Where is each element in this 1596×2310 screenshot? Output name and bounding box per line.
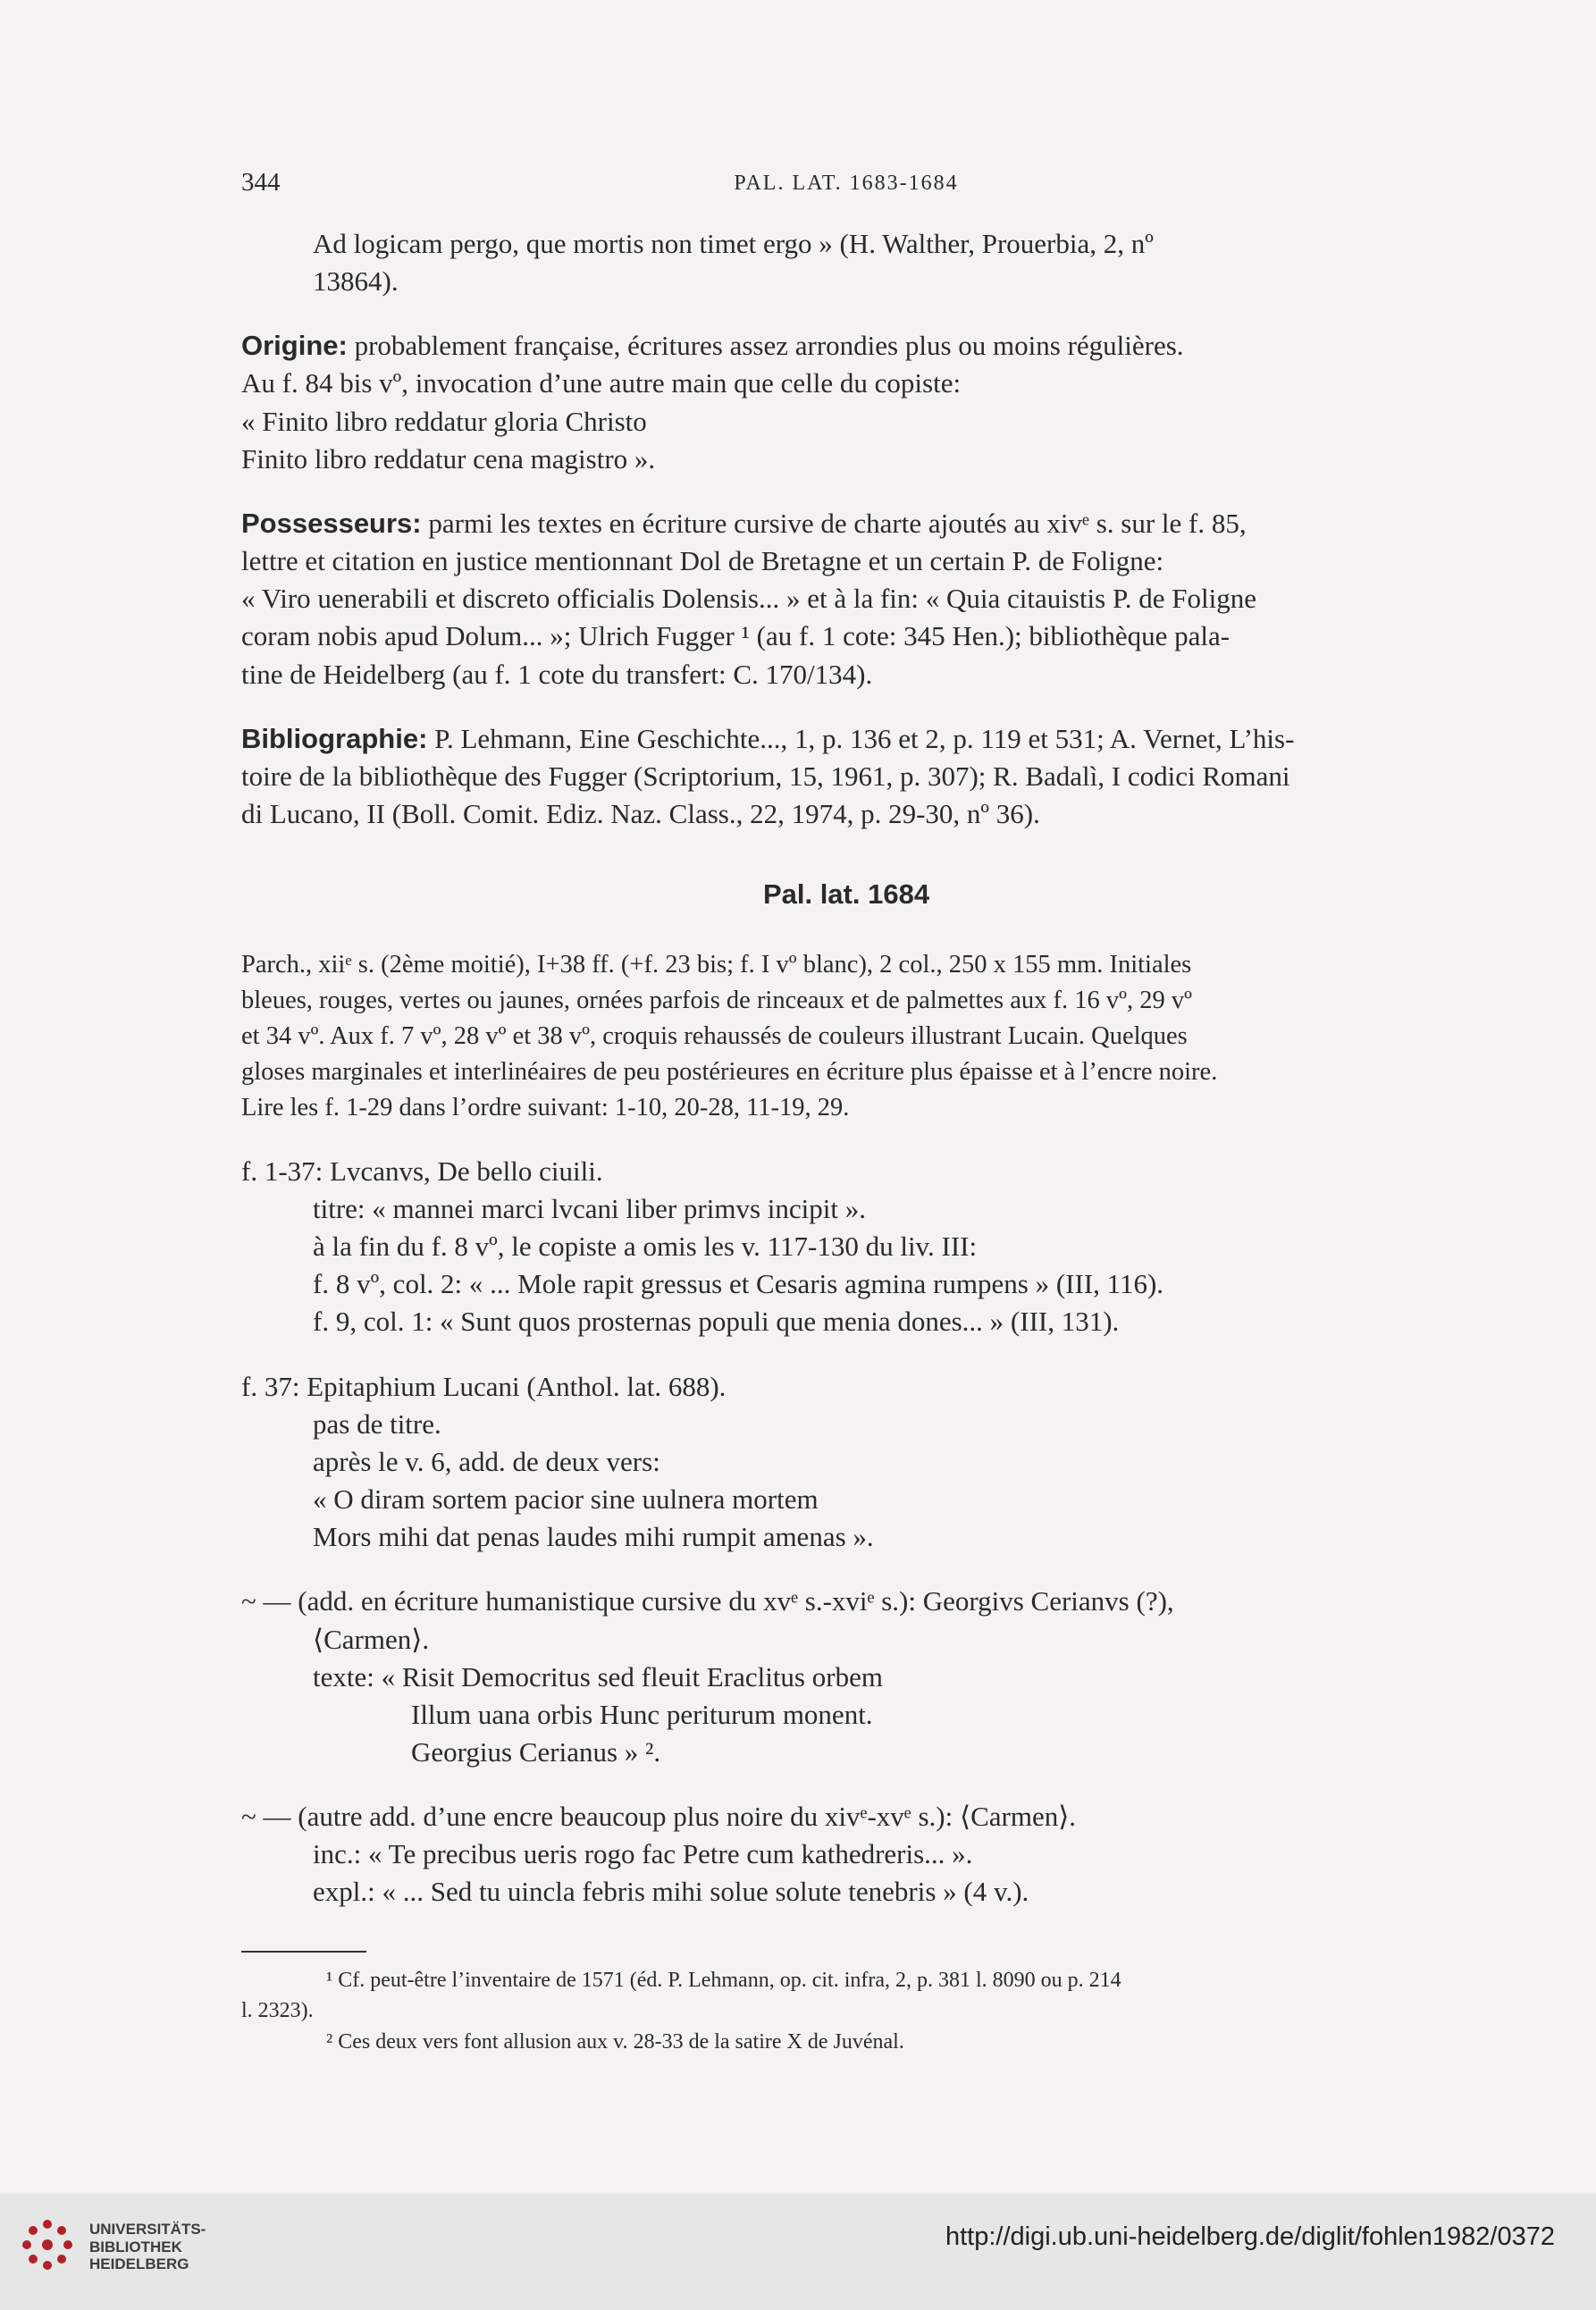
library-name-line: HEIDELBERG [89,2255,189,2273]
page-body [241,225,1451,2058]
footnote-rule [241,1951,366,1953]
entry-line: après le v. 6, add. de deux vers: [313,1445,660,1477]
entry-line: « O diram sortem pacior sine uulnera mortem [313,1483,819,1516]
footnote-1: ¹ Cf. peut-être l’inventaire de 1571 (éd. P. Lehmann, op. cit. infra, 2, p. 381 l. 8090 ou p. 214 [326,1968,1121,1992]
origine-label: Origine: [241,330,348,362]
bibliographie-line: di Lucano, II (Boll. Comit. Ediz. Naz. Class., 22, 1974, p. 29-30, nº 36). [241,798,1040,830]
intro-line: Ad logicam pergo, que mortis non timet ergo » (H. Walther, Prouerbia, 2, nº [313,228,1154,259]
entry-line: f. 37: Epitaphium Lucani (Anthol. lat. 688). [241,1370,727,1402]
footnote-2: ² Ces deux vers font allusion aux v. 28-33 de la satire X de Juvénal. [326,2030,904,2054]
entry-cerianus [241,1583,1451,1771]
description-line: bleues, rouges, vertes ou jaunes, ornées parfois de rinceaux et de palmettes aux f. 16 vº, 29 vº [241,987,1192,1015]
possesseurs-block [241,505,1451,693]
page-number: 344 [241,168,281,197]
description-line: et 34 vº. Aux f. 7 vº, 28 vº et 38 vº, croquis rehaussés de couleurs illustrant Lucain. Quelques [241,1022,1188,1051]
permalink-url[interactable]: http://digi.ub.uni-heidelberg.de/diglit/fohlen1982/0372 [945,2222,1555,2251]
bibliographie-text: P. Lehmann, Eine Geschichte..., 1, p. 136 et 2, p. 119 et 531; A. Vernet, L’his- [427,722,1295,754]
library-name-line: BIBLIOTHEK [89,2238,182,2255]
entry-line: Georgius Cerianus » ². [411,1735,661,1768]
origine-line: Au f. 84 bis vº, invocation d’une autre main que celle du copiste: [241,367,962,399]
entry-line: f. 1-37: Lvcanvs, De bello ciuili. [241,1155,603,1187]
entry-lucanus [241,1153,1451,1341]
entry-line: Mors mihi dat penas laudes mihi rumpit amenas ». [313,1521,874,1553]
library-name [89,2221,206,2273]
footnote-1-cont: l. 2323). [241,1999,314,2023]
bibliographie-block [241,720,1451,833]
entry-line: à la fin du f. 8 vº, le copiste a omis les v. 117-130 du liv. III: [313,1231,978,1263]
entry-line: f. 9, col. 1: « Sunt quos prosternas populi que menia dones... » (III, 131). [313,1306,1120,1338]
entry-line: Illum uana orbis Hunc periturum monent. [411,1698,873,1730]
description-block [241,947,1451,1125]
entry-line: inc.: « Te precibus ueris rogo fac Petre cum kathedreris... ». [313,1838,973,1870]
entry-epitaphium [241,1368,1451,1557]
origine-line: Finito libro reddatur cena magistro ». [241,442,656,475]
entry-line: expl.: « ... Sed tu uincla febris mihi solue solute tenebris » (4 v.). [313,1876,1029,1908]
possesseurs-line: lettre et citation en justice mentionnant Dol de Bretagne et un certain P. de Foligne: [241,545,1164,577]
entry-line: ~ — (add. en écriture humanistique cursive du xvᵉ s.-xviᵉ s.): Georgivs Cerianvs (?), [241,1585,1174,1617]
possesseurs-line: « Viro uenerabili et discreto officialis Dolensis... » et à la fin: « Quia citauistis P. de Foligne [241,583,1257,615]
entry-line: ⟨Carmen⟩. [313,1623,430,1655]
origine-block [241,327,1451,478]
bibliographie-label: Bibliographie: [241,722,428,754]
library-name-line: UNIVERSITÄTS- [89,2221,206,2238]
university-library-logo-icon [20,2217,75,2272]
footnotes [241,1965,1451,2058]
description-line: Parch., xiiᵉ s. (2ème moitié), I+38 ff. (+f. 23 bis; f. I vº blanc), 2 col., 250 x 155 mm. Initiales [241,951,1192,979]
origine-line: « Finito libro reddatur gloria Christo [241,405,647,437]
description-line: gloses marginales et interlinéaires de peu postérieures en écriture plus épaisse et à l’encre noire. [241,1058,1218,1087]
entry-carmen [241,1798,1451,1911]
entry-line: ~ — (autre add. d’une encre beaucoup plus noire du xivᵉ-xvᵉ s.): ⟨Carmen⟩. [241,1801,1077,1833]
possesseurs-line: tine de Heidelberg (au f. 1 cote du transfert: C. 170/134). [241,658,873,690]
section-title: Pal. lat. 1684 [762,878,930,911]
possesseurs-label: Possesseurs: [241,507,422,539]
intro-block [241,225,1451,300]
viewer-footer [0,2194,1596,2310]
entry-line: f. 8 vº, col. 2: « ... Mole rapit gressus et Cesaris agmina rumpens » (III, 116). [313,1268,1164,1300]
bibliographie-line: toire de la bibliothèque des Fugger (Scriptorium, 15, 1961, p. 307); R. Badalì, I codici Romani [241,760,1290,792]
intro-line: 13864). [313,265,399,298]
description-line: Lire les f. 1-29 dans l’ordre suivant: 1-10, 20-28, 11-19, 29. [241,1093,850,1121]
entry-line: titre: « mannei marci lvcani liber primvs incipit ». [313,1192,866,1224]
possesseurs-text: parmi les textes en écriture cursive de charte ajoutés au xivᵉ s. sur le f. 85, [421,507,1247,539]
entry-line: texte: « Risit Democritus sed fleuit Eraclitus orbem [313,1660,883,1693]
running-title: PAL. LAT. 1683-1684 [734,172,959,195]
origine-text: probablement française, écritures assez arrondies plus ou moins régulières. [347,330,1184,362]
entry-line: pas de titre. [313,1407,441,1440]
possesseurs-line: coram nobis apud Dolum... »; Ulrich Fugger ¹ (au f. 1 cote: 345 Hen.); bibliothèque pala- [241,620,1231,652]
